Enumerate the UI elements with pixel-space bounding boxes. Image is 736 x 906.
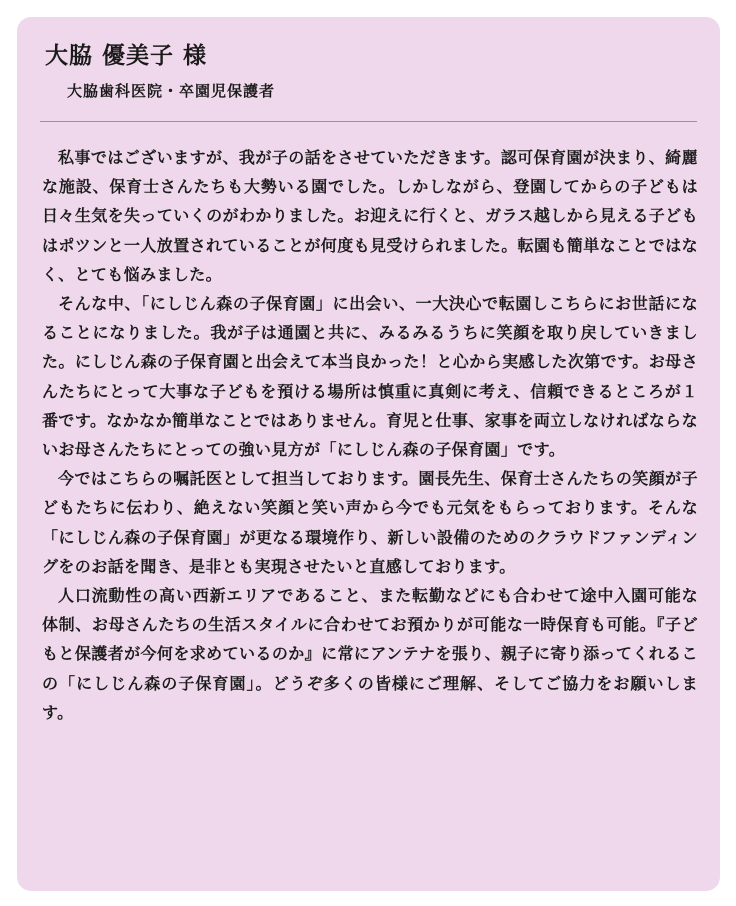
body-paragraph-2: そんな中、「にしじん森の子保育園」に出会い、一大決心で転園しこちらにお世話になることになりました。我が子は通園と共に、みるみるうちに笑顔を取り戻していきました。にしじん森の子保育園と出会えて本当良かった！と心から実感した次第です。お母さんたちにとって大事な子どもを預ける場所は慎重に真剣に考え、信頼できるところが１番です。なかなか簡単なことではありません。育児と仕事、家事を両立しなければならないお母さんたちにとっての強い見方が「にしじん森の子保育園」です。 <box>42 294 698 460</box>
testimonial-body <box>42 143 698 727</box>
body-paragraph-3: 今ではこちらの嘱託医として担当しております。園長先生、保育士さんたちの笑顔が子どもたちに伝わり、絶えない笑顔と笑い声から今でも元気をもらっております。そんな「にしじん森の子保育園」が更なる環境作り、新しい設備のためのクラウドファンディングをのお話を聞き、是非とも実現させたいと直感しております。 <box>42 469 698 576</box>
body-paragraph-4: 人口流動性の高い西新エリアであること、また転勤などにも合わせて途中入園可能な体制、お母さんたちの生活スタイルに合わせてお預かりが可能な一時保育も可能。『子どもと保護者が今何を求めているのか』に常にアンテナを張り、親子に寄り添ってくれるこの「にしじん森の子保育園」。どうぞ多くの皆様にご理解、そしてご協力をお願いします。 <box>42 586 698 722</box>
body-paragraph-1: 私事ではございますが、我が子の話をさせていただきます。認可保育園が決まり、綺麗な施設、保育士さんたちも大勢いる園でした。しかしながら、登園してからの子どもは日々生気を失っていくのがわかりました。お迎えに行くと、ガラス越しから見える子どもはポツンと一人放置されていることが何度も見受けられました。転園も簡単なことではなく、とても悩みました。 <box>42 148 699 284</box>
testimonial-card <box>17 17 720 891</box>
header-divider <box>40 121 697 122</box>
author-affiliation: 大脇歯科医院・卒園児保護者 <box>67 82 276 100</box>
author-name: 大脇 優美子 様 <box>45 43 208 69</box>
